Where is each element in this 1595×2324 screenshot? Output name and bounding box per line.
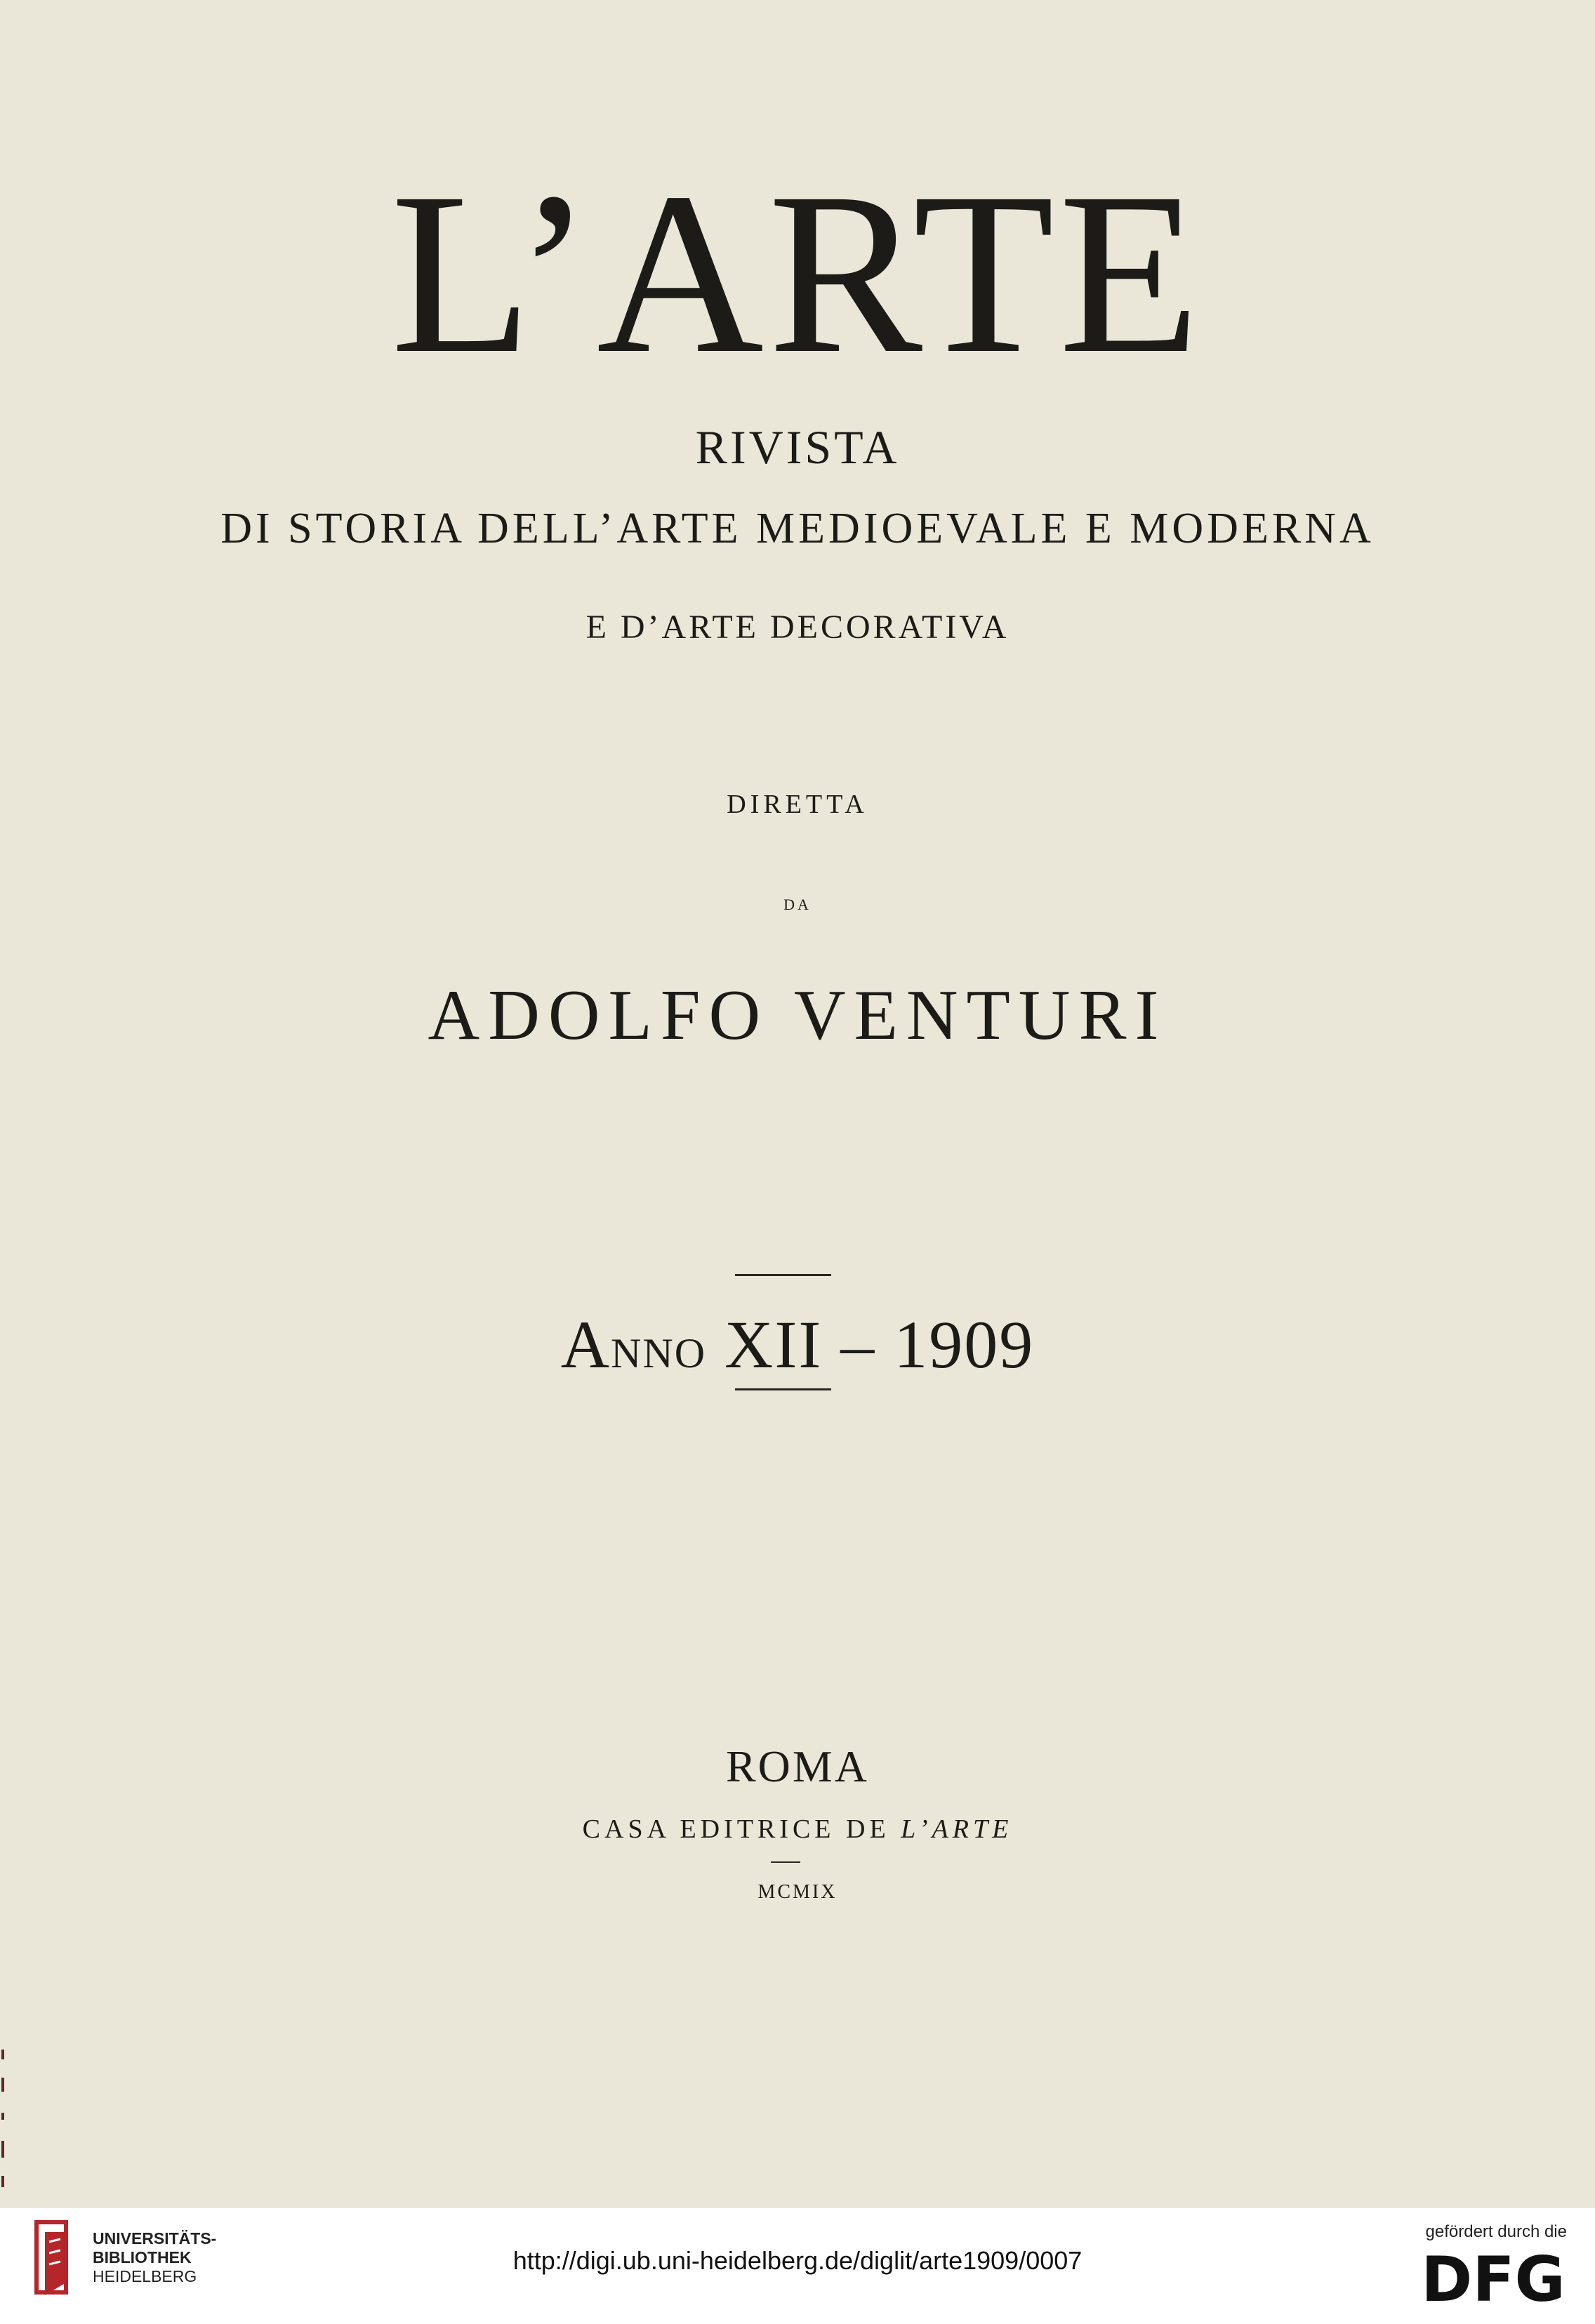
imprint-publisher [0, 1814, 1595, 1845]
funding-note: gefördert durch die [1425, 2222, 1567, 2241]
volume-label-initial: A [560, 1307, 611, 1382]
volume-number: XII [724, 1307, 823, 1382]
imprint-rule [771, 1861, 800, 1863]
imprint-year: MCMIX [757, 1881, 838, 1903]
volume-rule-top [735, 1274, 831, 1276]
library-name-line2: BIBLIOTHEK [93, 2248, 192, 2266]
by-label: DA [783, 896, 812, 913]
journal-title: L’ARTE [390, 145, 1205, 401]
publisher-italic: L’ARTE [901, 1814, 1013, 1844]
permalink-url[interactable]: http://digi.ub.uni-heidelberg.de/diglit/arte1909/0007 [512, 2246, 1083, 2275]
library-name-line1: UNIVERSITÄTS- [93, 2229, 217, 2247]
editor-name: ADOLFO VENTURI [428, 976, 1167, 1055]
volume-line [0, 1306, 1595, 1383]
volume-label-rest: NNO [611, 1330, 707, 1376]
volume-rule-bottom [735, 1388, 831, 1390]
dfg-logo-text: DFG [1421, 2246, 1566, 2309]
volume-dash: – [840, 1307, 876, 1382]
journal-subtitle: DI STORIA DELL’ARTE MEDIOEVALE E MODERNA [220, 505, 1375, 552]
directed-label: DIRETTA [727, 790, 868, 819]
publisher-prefix: CASA EDITRICE DE [582, 1814, 901, 1844]
volume-year: 1909 [894, 1307, 1035, 1382]
dfg-logo-icon [1419, 2246, 1567, 2309]
binding-margin-marks [0, 2036, 10, 2204]
imprint-city: ROMA [725, 1741, 870, 1791]
library-name-line3: HEIDELBERG [93, 2267, 197, 2285]
journal-type: RIVISTA [695, 420, 900, 474]
journal-subtitle-line2: E D’ARTE DECORATIVA [585, 609, 1010, 646]
